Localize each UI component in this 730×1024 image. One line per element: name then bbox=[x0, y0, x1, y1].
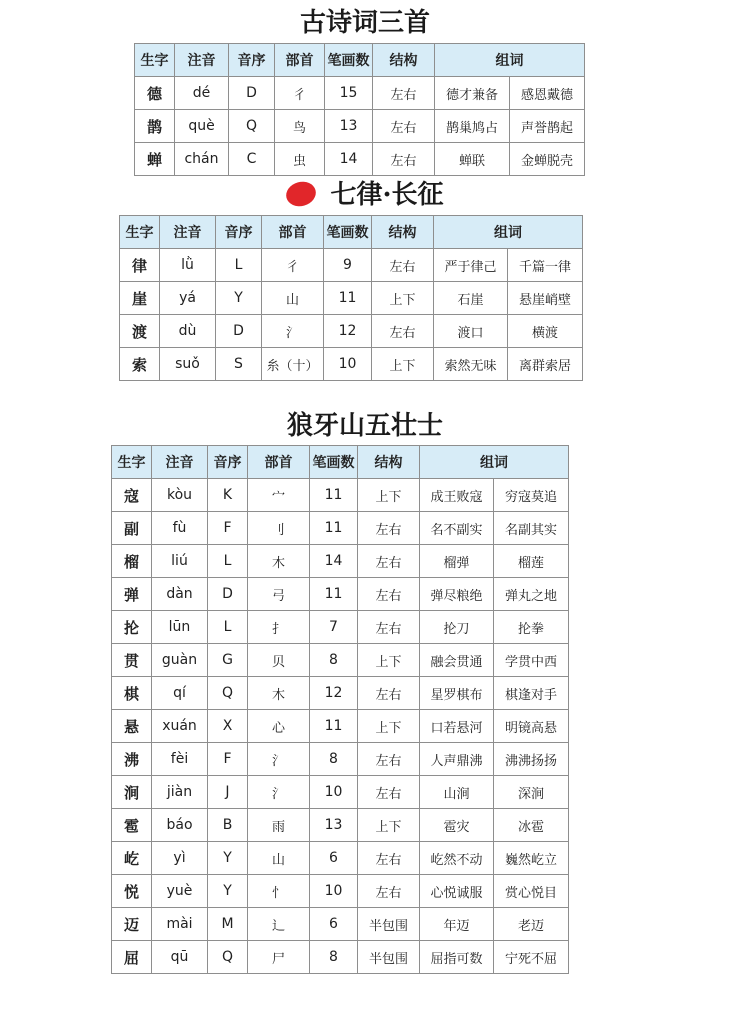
cell-word: 沸沸扬扬 bbox=[494, 743, 569, 776]
header-structure: 结构 bbox=[358, 446, 420, 479]
table-row bbox=[112, 611, 569, 644]
table-row bbox=[135, 110, 585, 143]
cell-radical: 刂 bbox=[248, 512, 310, 545]
cell-pinyin: lūn bbox=[152, 611, 208, 644]
header-char: 生字 bbox=[112, 446, 152, 479]
cell-word: 声誉鹊起 bbox=[510, 110, 585, 143]
cell-radical: 彳 bbox=[262, 249, 324, 282]
cell-strokes: 11 bbox=[310, 710, 358, 743]
cell-structure: 左右 bbox=[373, 77, 435, 110]
header-pinyin: 注音 bbox=[152, 446, 208, 479]
table-row bbox=[112, 908, 569, 941]
cell-char: 悦 bbox=[112, 875, 152, 908]
cell-pinyin: liú bbox=[152, 545, 208, 578]
cell-radical: 弓 bbox=[248, 578, 310, 611]
cell-pinyin: suǒ bbox=[160, 348, 216, 381]
cell-initial: Y bbox=[208, 842, 248, 875]
header-structure: 结构 bbox=[372, 216, 434, 249]
header-strokes: 笔画数 bbox=[324, 216, 372, 249]
cell-radical: 氵 bbox=[248, 743, 310, 776]
cell-initial: L bbox=[208, 545, 248, 578]
cell-char: 棋 bbox=[112, 677, 152, 710]
cell-structure: 左右 bbox=[358, 875, 420, 908]
cell-word: 蝉联 bbox=[435, 143, 510, 176]
cell-strokes: 8 bbox=[310, 941, 358, 974]
section-title-text: 古诗词三首 bbox=[299, 8, 430, 38]
char-table bbox=[119, 215, 583, 381]
cell-pinyin: qí bbox=[152, 677, 208, 710]
cell-initial: Q bbox=[229, 110, 275, 143]
cell-word: 口若悬河 bbox=[420, 710, 494, 743]
table-header-row bbox=[120, 216, 583, 249]
cell-word: 星罗棋布 bbox=[420, 677, 494, 710]
cell-radical: 扌 bbox=[248, 611, 310, 644]
cell-initial: M bbox=[208, 908, 248, 941]
cell-char: 涧 bbox=[112, 776, 152, 809]
cell-initial: Y bbox=[208, 875, 248, 908]
cell-word: 鹊巢鸠占 bbox=[435, 110, 510, 143]
cell-structure: 左右 bbox=[358, 677, 420, 710]
cell-word: 横渡 bbox=[508, 315, 583, 348]
cell-pinyin: yuè bbox=[152, 875, 208, 908]
table-header-row bbox=[112, 446, 569, 479]
header-radical: 部首 bbox=[262, 216, 324, 249]
cell-word: 穷寇莫追 bbox=[494, 479, 569, 512]
cell-structure: 上下 bbox=[358, 809, 420, 842]
cell-char: 屈 bbox=[112, 941, 152, 974]
table-row bbox=[112, 545, 569, 578]
cell-initial: D bbox=[216, 315, 262, 348]
section-title-text: 狼牙山五壮士 bbox=[286, 411, 443, 441]
cell-strokes: 13 bbox=[310, 809, 358, 842]
cell-char: 雹 bbox=[112, 809, 152, 842]
cell-structure: 左右 bbox=[358, 743, 420, 776]
cell-word: 深涧 bbox=[494, 776, 569, 809]
cell-word: 明镜高悬 bbox=[494, 710, 569, 743]
cell-initial: F bbox=[208, 512, 248, 545]
header-strokes: 笔画数 bbox=[310, 446, 358, 479]
cell-word: 雹灾 bbox=[420, 809, 494, 842]
cell-pinyin: chán bbox=[175, 143, 229, 176]
cell-initial: G bbox=[208, 644, 248, 677]
cell-word: 巍然屹立 bbox=[494, 842, 569, 875]
cell-structure: 左右 bbox=[358, 842, 420, 875]
cell-word: 索然无味 bbox=[434, 348, 508, 381]
cell-initial: L bbox=[216, 249, 262, 282]
header-structure: 结构 bbox=[373, 44, 435, 77]
cell-structure: 左右 bbox=[373, 110, 435, 143]
cell-strokes: 11 bbox=[310, 578, 358, 611]
cell-structure: 左右 bbox=[358, 545, 420, 578]
cell-word: 严于律己 bbox=[434, 249, 508, 282]
char-table bbox=[111, 445, 569, 974]
cell-word: 抡拳 bbox=[494, 611, 569, 644]
cell-radical: 木 bbox=[248, 545, 310, 578]
cell-radical: 糸（十） bbox=[262, 348, 324, 381]
cell-radical: 木 bbox=[248, 677, 310, 710]
cell-word: 感恩戴德 bbox=[510, 77, 585, 110]
cell-initial: Y bbox=[216, 282, 262, 315]
cell-initial: B bbox=[208, 809, 248, 842]
header-words: 组词 bbox=[434, 216, 583, 249]
cell-radical: 宀 bbox=[248, 479, 310, 512]
cell-char: 鹊 bbox=[135, 110, 175, 143]
header-pinyin: 注音 bbox=[175, 44, 229, 77]
cell-word: 德才兼备 bbox=[435, 77, 510, 110]
cell-structure: 上下 bbox=[372, 282, 434, 315]
table-row bbox=[112, 776, 569, 809]
cell-strokes: 14 bbox=[310, 545, 358, 578]
cell-word: 棋逢对手 bbox=[494, 677, 569, 710]
cell-structure: 半包围 bbox=[358, 908, 420, 941]
table-row bbox=[112, 512, 569, 545]
header-initial: 音序 bbox=[229, 44, 275, 77]
table-row bbox=[112, 578, 569, 611]
cell-radical: 鸟 bbox=[275, 110, 325, 143]
cell-word: 人声鼎沸 bbox=[420, 743, 494, 776]
cell-pinyin: mài bbox=[152, 908, 208, 941]
table-row bbox=[112, 479, 569, 512]
table-row bbox=[120, 282, 583, 315]
cell-word: 融会贯通 bbox=[420, 644, 494, 677]
cell-strokes: 8 bbox=[310, 743, 358, 776]
cell-char: 榴 bbox=[112, 545, 152, 578]
cell-pinyin: báo bbox=[152, 809, 208, 842]
header-radical: 部首 bbox=[248, 446, 310, 479]
cell-strokes: 10 bbox=[324, 348, 372, 381]
cell-word: 山涧 bbox=[420, 776, 494, 809]
table-row bbox=[135, 77, 585, 110]
cell-initial: D bbox=[208, 578, 248, 611]
cell-structure: 左右 bbox=[358, 578, 420, 611]
cell-pinyin: yá bbox=[160, 282, 216, 315]
table-row bbox=[112, 677, 569, 710]
cell-word: 榴弹 bbox=[420, 545, 494, 578]
cell-initial: L bbox=[208, 611, 248, 644]
cell-word: 渡口 bbox=[434, 315, 508, 348]
cell-structure: 上下 bbox=[358, 644, 420, 677]
cell-strokes: 11 bbox=[310, 512, 358, 545]
cell-pinyin: jiàn bbox=[152, 776, 208, 809]
cell-char: 贯 bbox=[112, 644, 152, 677]
section-title bbox=[0, 178, 730, 212]
cell-pinyin: què bbox=[175, 110, 229, 143]
cell-char: 副 bbox=[112, 512, 152, 545]
cell-radical: 山 bbox=[248, 842, 310, 875]
cell-word: 石崖 bbox=[434, 282, 508, 315]
cell-pinyin: qū bbox=[152, 941, 208, 974]
cell-word: 悬崖峭壁 bbox=[508, 282, 583, 315]
cell-structure: 上下 bbox=[358, 710, 420, 743]
cell-word: 成王败寇 bbox=[420, 479, 494, 512]
cell-strokes: 12 bbox=[324, 315, 372, 348]
cell-word: 宁死不屈 bbox=[494, 941, 569, 974]
cell-pinyin: dàn bbox=[152, 578, 208, 611]
header-words: 组词 bbox=[420, 446, 569, 479]
cell-radical: 贝 bbox=[248, 644, 310, 677]
cell-word: 屹然不动 bbox=[420, 842, 494, 875]
cell-pinyin: fèi bbox=[152, 743, 208, 776]
header-initial: 音序 bbox=[208, 446, 248, 479]
cell-word: 金蝉脱壳 bbox=[510, 143, 585, 176]
section-title bbox=[0, 6, 730, 40]
cell-word: 赏心悦目 bbox=[494, 875, 569, 908]
cell-word: 心悦诚服 bbox=[420, 875, 494, 908]
header-words: 组词 bbox=[435, 44, 585, 77]
cell-pinyin: xuán bbox=[152, 710, 208, 743]
cell-word: 抡刀 bbox=[420, 611, 494, 644]
cell-radical: 虫 bbox=[275, 143, 325, 176]
cell-strokes: 10 bbox=[310, 875, 358, 908]
cell-char: 悬 bbox=[112, 710, 152, 743]
cell-initial: Q bbox=[208, 941, 248, 974]
cell-char: 抡 bbox=[112, 611, 152, 644]
cell-radical: 心 bbox=[248, 710, 310, 743]
cell-word: 老迈 bbox=[494, 908, 569, 941]
section-title-text: 七律·长征 bbox=[330, 180, 444, 210]
red-mark-icon bbox=[284, 179, 319, 210]
cell-radical: 尸 bbox=[248, 941, 310, 974]
cell-structure: 左右 bbox=[358, 611, 420, 644]
cell-initial: Q bbox=[208, 677, 248, 710]
header-radical: 部首 bbox=[275, 44, 325, 77]
cell-strokes: 11 bbox=[310, 479, 358, 512]
table-row bbox=[120, 348, 583, 381]
cell-char: 索 bbox=[120, 348, 160, 381]
cell-structure: 左右 bbox=[358, 512, 420, 545]
table-row bbox=[112, 644, 569, 677]
header-pinyin: 注音 bbox=[160, 216, 216, 249]
cell-word: 年迈 bbox=[420, 908, 494, 941]
cell-structure: 左右 bbox=[358, 776, 420, 809]
cell-radical: 雨 bbox=[248, 809, 310, 842]
table-row bbox=[135, 143, 585, 176]
cell-char: 蝉 bbox=[135, 143, 175, 176]
cell-word: 弹尽粮绝 bbox=[420, 578, 494, 611]
cell-strokes: 13 bbox=[325, 110, 373, 143]
cell-strokes: 12 bbox=[310, 677, 358, 710]
cell-word: 冰雹 bbox=[494, 809, 569, 842]
cell-radical: 氵 bbox=[262, 315, 324, 348]
table-row bbox=[112, 875, 569, 908]
cell-char: 渡 bbox=[120, 315, 160, 348]
table-header-row bbox=[135, 44, 585, 77]
cell-word: 千篇一律 bbox=[508, 249, 583, 282]
header-strokes: 笔画数 bbox=[325, 44, 373, 77]
cell-initial: K bbox=[208, 479, 248, 512]
cell-word: 屈指可数 bbox=[420, 941, 494, 974]
cell-char: 崖 bbox=[120, 282, 160, 315]
table-row bbox=[112, 710, 569, 743]
cell-pinyin: kòu bbox=[152, 479, 208, 512]
cell-initial: D bbox=[229, 77, 275, 110]
cell-word: 离群索居 bbox=[508, 348, 583, 381]
cell-strokes: 14 bbox=[325, 143, 373, 176]
cell-word: 名副其实 bbox=[494, 512, 569, 545]
cell-strokes: 11 bbox=[324, 282, 372, 315]
section-title bbox=[0, 409, 730, 443]
cell-structure: 左右 bbox=[372, 315, 434, 348]
cell-strokes: 8 bbox=[310, 644, 358, 677]
header-char: 生字 bbox=[135, 44, 175, 77]
cell-pinyin: fù bbox=[152, 512, 208, 545]
cell-char: 弹 bbox=[112, 578, 152, 611]
cell-word: 弹丸之地 bbox=[494, 578, 569, 611]
cell-strokes: 9 bbox=[324, 249, 372, 282]
cell-initial: X bbox=[208, 710, 248, 743]
cell-radical: 氵 bbox=[248, 776, 310, 809]
cell-initial: F bbox=[208, 743, 248, 776]
table-row bbox=[112, 941, 569, 974]
header-initial: 音序 bbox=[216, 216, 262, 249]
table-row bbox=[112, 809, 569, 842]
cell-word: 榴莲 bbox=[494, 545, 569, 578]
char-table bbox=[134, 43, 585, 176]
cell-initial: S bbox=[216, 348, 262, 381]
cell-structure: 上下 bbox=[358, 479, 420, 512]
cell-pinyin: guàn bbox=[152, 644, 208, 677]
cell-strokes: 6 bbox=[310, 842, 358, 875]
table-row bbox=[120, 315, 583, 348]
table-row bbox=[112, 842, 569, 875]
cell-word: 名不副实 bbox=[420, 512, 494, 545]
header-char: 生字 bbox=[120, 216, 160, 249]
table-row bbox=[120, 249, 583, 282]
cell-strokes: 15 bbox=[325, 77, 373, 110]
cell-radical: 辶 bbox=[248, 908, 310, 941]
cell-char: 律 bbox=[120, 249, 160, 282]
cell-char: 沸 bbox=[112, 743, 152, 776]
cell-pinyin: yì bbox=[152, 842, 208, 875]
cell-pinyin: dé bbox=[175, 77, 229, 110]
cell-initial: J bbox=[208, 776, 248, 809]
cell-structure: 半包围 bbox=[358, 941, 420, 974]
cell-structure: 左右 bbox=[372, 249, 434, 282]
cell-radical: 山 bbox=[262, 282, 324, 315]
cell-strokes: 6 bbox=[310, 908, 358, 941]
table-row bbox=[112, 743, 569, 776]
cell-strokes: 10 bbox=[310, 776, 358, 809]
cell-structure: 左右 bbox=[373, 143, 435, 176]
cell-strokes: 7 bbox=[310, 611, 358, 644]
cell-radical: 彳 bbox=[275, 77, 325, 110]
cell-initial: C bbox=[229, 143, 275, 176]
cell-char: 寇 bbox=[112, 479, 152, 512]
cell-char: 屹 bbox=[112, 842, 152, 875]
cell-structure: 上下 bbox=[372, 348, 434, 381]
cell-pinyin: dù bbox=[160, 315, 216, 348]
cell-word: 学贯中西 bbox=[494, 644, 569, 677]
cell-char: 德 bbox=[135, 77, 175, 110]
cell-pinyin: lǜ bbox=[160, 249, 216, 282]
cell-char: 迈 bbox=[112, 908, 152, 941]
cell-radical: 忄 bbox=[248, 875, 310, 908]
